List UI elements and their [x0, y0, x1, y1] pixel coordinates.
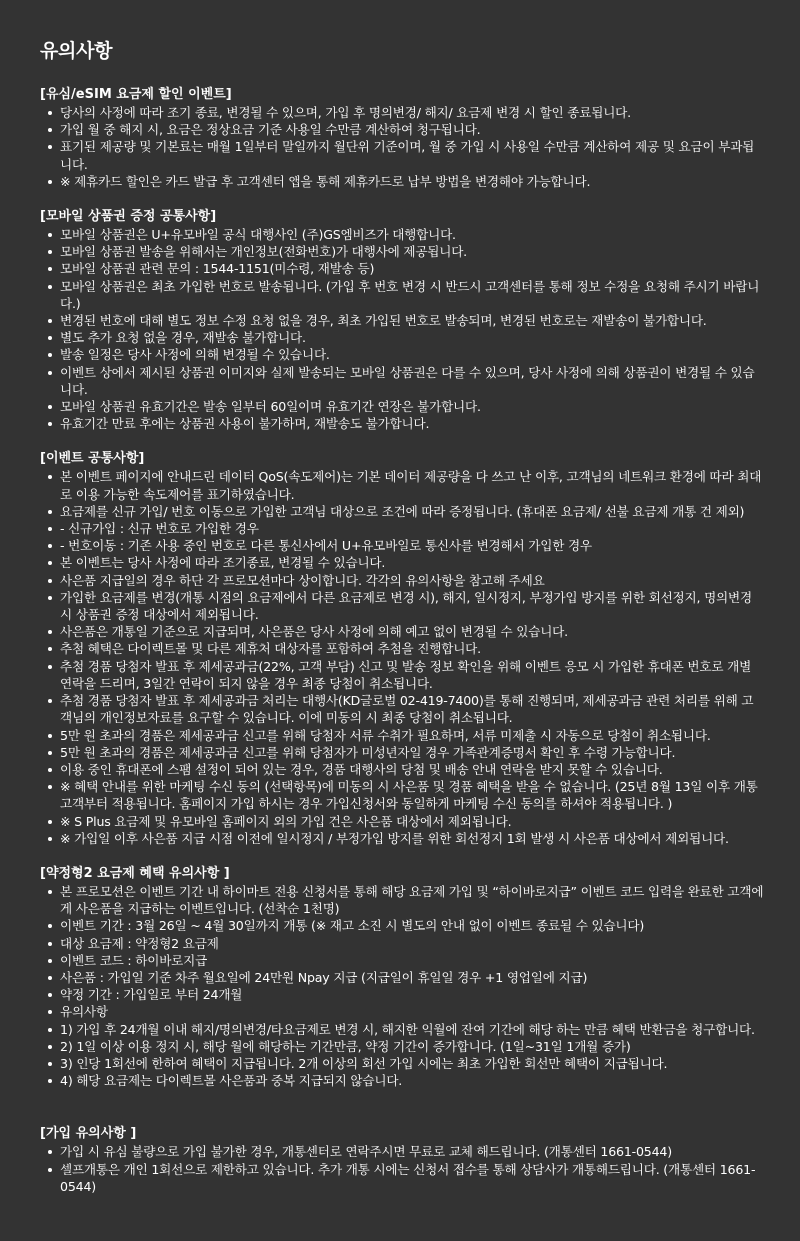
section-spacer [40, 432, 765, 450]
notice-list [40, 883, 765, 1089]
notice-item: 모바일 상품권은 U+유모바일 공식 대행사인 (주)GS엠비즈가 대행합니다. [40, 226, 765, 243]
notice-sections [40, 86, 765, 1195]
notice-item: 5만 원 초과의 경품은 제세공과금 신고를 위해 당첨자 서류 수취가 필요하며, 서류 미제출 시 자동으로 당첨이 취소됩니다. [40, 727, 765, 744]
notice-section [40, 865, 765, 1089]
notice-item: ※ 제휴카드 할인은 카드 발급 후 고객센터 앱을 통해 제휴카드로 납부 방법을 변경해야 가능합니다. [40, 173, 765, 190]
notice-item: 사은품 지급일의 경우 하단 각 프로모션마다 상이합니다. 각각의 유의사항을 참고해 주세요 [40, 572, 765, 589]
section-spacer [40, 847, 765, 865]
notice-item: ※ 혜택 안내를 위한 마케팅 수신 동의 (선택항목)에 미동의 시 사은품 및 경품 혜택을 받을 수 없습니다. (25년 8월 13일 이후 개통 고객부터 적용됩니다. 홈페이지 가입 하시는 경우 가입신청서와 동일하게 마케팅 수신 동의를 하셔야 적용됩니다. ) [40, 778, 765, 812]
section-heading: [이벤트 공통사항] [40, 451, 145, 467]
notice-item: 추첨 혜택은 다이렉트몰 및 다른 제휴처 대상자를 포함하여 추첨을 진행합니다. [40, 640, 765, 657]
section-heading: [모바일 상품권 증정 공통사항] [40, 209, 217, 225]
notice-item: 3) 인당 1회선에 한하여 혜택이 지급됩니다. 2개 이상의 회선 가입 시에는 최초 가입한 회선만 혜택이 지급됩니다. [40, 1055, 765, 1072]
notice-item: 모바일 상품권 발송을 위해서는 개인정보(전화번호)가 대행사에 제공됩니다. [40, 243, 765, 260]
notice-item: 모바일 상품권은 최초 가입한 번호로 발송됩니다. (가입 후 번호 변경 시 반드시 고객센터를 통해 정보 수정을 요청해 주시기 바랍니다.) [40, 278, 765, 312]
notice-item: 가입 월 중 해지 시, 요금은 정상요금 기준 사용일 수만큼 계산하여 청구됩니다. [40, 121, 765, 138]
notice-list [40, 468, 765, 846]
notice-item: 본 프로모션은 이벤트 기간 내 하이마트 전용 신청서를 통해 해당 요금제 가입 및 “하이바로지급” 이벤트 코드 입력을 완료한 고객에게 사은품을 지급하는 이벤트입니다. (선착순 1천명) [40, 883, 765, 917]
notice-item: 사은품 : 가입일 기준 차주 월요일에 24만원 Npay 지급 (지급일이 휴일일 경우 +1 영업일에 지급) [40, 969, 765, 986]
notice-item: 요금제를 신규 가입/ 번호 이동으로 가입한 고객님 대상으로 조건에 따라 증정됩니다. (휴대폰 요금제/ 선불 요금제 개통 건 제외) [40, 503, 765, 520]
notice-item: 모바일 상품권 유효기간은 발송 일부터 60일이며 유효기간 연장은 불가합니다. [40, 398, 765, 415]
notice-item: 유의사항 [40, 1003, 765, 1020]
notice-item: 발송 일정은 당사 사정에 의해 변경될 수 있습니다. [40, 346, 765, 363]
notice-item: 2) 1일 이상 이용 정지 시, 해당 월에 해당하는 기간만큼, 약정 기간이 증가합니다. (1일~31일 1개월 증가) [40, 1038, 765, 1055]
notice-section [40, 86, 765, 190]
notice-item: 유효기간 만료 후에는 상품권 사용이 불가하며, 재발송도 불가합니다. [40, 415, 765, 432]
notice-item: 추첨 경품 당첨자 발표 후 제세공과금 처리는 대행사(KD글로벌 02-419-7400)를 통해 진행되며, 제세공과금 관련 처리를 위해 고객님의 개인정보자료를 요구할 수 있습니다. 이에 미동의 시 최종 당첨이 취소됩니다. [40, 692, 765, 726]
section-heading: [유심/eSIM 요금제 할인 이벤트] [40, 87, 232, 102]
section-heading: [약정형2 요금제 혜택 유의사항 ] [40, 865, 230, 881]
notice-item: 이벤트 기간 : 3월 26일 ~ 4월 30일까지 개통 (※ 재고 소진 시 별도의 안내 없이 이벤트 종료될 수 있습니다) [40, 917, 765, 934]
notice-list [40, 226, 765, 432]
notice-item: ※ 가입일 이후 사은품 지급 시점 이전에 일시정지 / 부정가입 방지를 위한 회선정지 1회 발생 시 사은품 대상에서 제외됩니다. [40, 830, 765, 847]
notice-item: 표기된 제공량 및 기본료는 매월 1일부터 말일까지 월단위 기준이며, 월 중 가입 시 사용일 수만큼 계산하여 제공 및 요금이 부과됩니다. [40, 138, 765, 172]
notice-item: 대상 요금제 : 약정형2 요금제 [40, 935, 765, 952]
notice-item: 변경된 번호에 대해 별도 정보 수정 요청 없을 경우, 최초 가입된 번호로 발송되며, 변경된 번호로는 재발송이 불가합니다. [40, 312, 765, 329]
notice-item: 가입한 요금제를 변경(개통 시점의 요금제에서 다른 요금제로 변경 시), 해지, 일시정지, 부정가입 방지를 위한 회선정지, 명의변경 시 상품권 증정 대상에서 제외됩니다. [40, 589, 765, 623]
notice-item: 약정 기간 : 가입일로 부터 24개월 [40, 986, 765, 1003]
notice-item: 이용 중인 휴대폰에 스팸 설정이 되어 있는 경우, 경품 대행사의 당첨 및 배송 안내 연락을 받지 못할 수 있습니다. [40, 761, 765, 778]
notice-item: 모바일 상품권 관련 문의 : 1544-1151(미수령, 재발송 등) [40, 260, 765, 277]
notice-item: 가입 시 유심 불량으로 가입 불가한 경우, 개통센터로 연락주시면 무료로 교체 해드립니다. (개통센터 1661-0544) [40, 1143, 765, 1160]
notice-section [40, 450, 765, 846]
section-spacer [40, 1089, 765, 1125]
notice-item: - 신규가입 : 신규 번호로 가입한 경우 [40, 520, 765, 537]
notice-item: 이벤트 코드 : 하이바로지급 [40, 952, 765, 969]
notice-item: 사은품은 개통일 기준으로 지급되며, 사은품은 당사 사정에 의해 예고 없이 변경될 수 있습니다. [40, 623, 765, 640]
section-heading: [가입 유의사항 ] [40, 1126, 137, 1142]
page-title: 유의사항 [40, 40, 113, 62]
notice-item: 5만 원 초과의 경품은 제세공과금 신고를 위해 당첨자가 미성년자일 경우 가족관계증명서 확인 후 수령 가능합니다. [40, 744, 765, 761]
notice-list [40, 1143, 765, 1195]
notice-item: 별도 추가 요청 없을 경우, 재발송 불가합니다. [40, 329, 765, 346]
notice-section [40, 208, 765, 432]
notice-item: 당사의 사정에 따라 조기 종료, 변경될 수 있으며, 가입 후 명의변경/ 해지/ 요금제 변경 시 할인 종료됩니다. [40, 104, 765, 121]
notice-item: 본 이벤트는 당사 사정에 따라 조기종료, 변경될 수 있습니다. [40, 554, 765, 571]
notice-list [40, 104, 765, 190]
notice-item: 셀프개통은 개인 1회선으로 제한하고 있습니다. 추가 개통 시에는 신청서 접수를 통해 상담사가 개통해드립니다. (개통센터 1661-0544) [40, 1161, 765, 1195]
notice-item: - 번호이동 : 기존 사용 중인 번호로 다른 통신사에서 U+유모바일로 통신사를 변경해서 가입한 경우 [40, 537, 765, 554]
notice-item: 1) 가입 후 24개월 이내 해지/명의변경/타요금제로 변경 시, 해지한 익월에 잔여 기간에 해당 하는 만큼 혜택 반환금을 청구합니다. [40, 1021, 765, 1038]
notice-item: 4) 해당 요금제는 다이렉트몰 사은품과 중복 지급되지 않습니다. [40, 1072, 765, 1089]
notice-item: ※ S Plus 요금제 및 유모바일 홈페이지 외의 가입 건은 사은품 대상에서 제외됩니다. [40, 813, 765, 830]
section-spacer [40, 190, 765, 208]
notice-item: 추첨 경품 당첨자 발표 후 제세공과금(22%, 고객 부담) 신고 및 발송 정보 확인을 위해 이벤트 응모 시 가입한 휴대폰 번호로 개별 연락을 드리며, 3일간 연락이 되지 않을 경우 최종 당첨이 취소됩니다. [40, 658, 765, 692]
notice-item: 본 이벤트 페이지에 안내드린 데이터 QoS(속도제어)는 기본 데이터 제공량을 다 쓰고 난 이후, 고객님의 네트워크 환경에 따라 최대로 이용 가능한 속도제어를 표기하였습니다. [40, 468, 765, 502]
notice-section [40, 1125, 765, 1195]
notice-item: 이벤트 상에서 제시된 상품권 이미지와 실제 발송되는 모바일 상품권은 다를 수 있으며, 당사 사정에 의해 상품권이 변경될 수 있습니다. [40, 364, 765, 398]
